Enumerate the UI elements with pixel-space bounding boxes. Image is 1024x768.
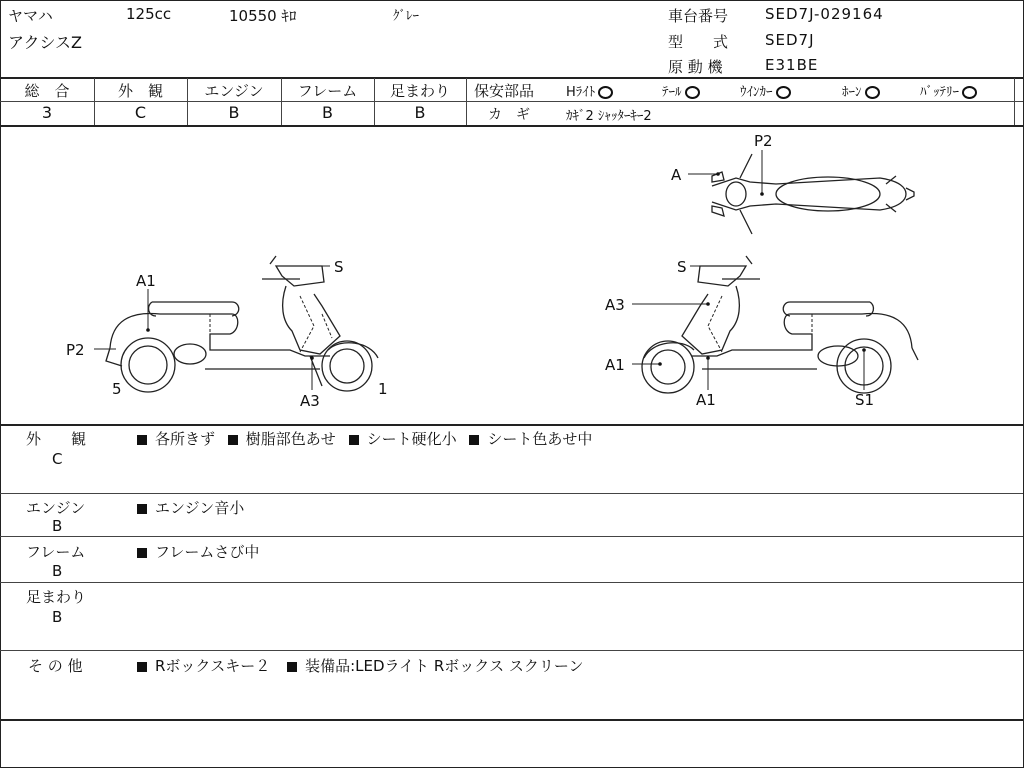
label-5: 5: [112, 380, 122, 398]
detail-grade-frame: B: [52, 562, 63, 580]
note: 装備品:LEDライト Rボックス スクリーン: [305, 657, 584, 675]
safety-battery-label: ﾊﾞｯﾃﾘｰ: [920, 85, 959, 100]
divider: [0, 424, 1023, 426]
engine-label: 原 動 機: [668, 58, 723, 76]
maker: ヤマハ: [8, 7, 53, 25]
safety-winker: [740, 81, 791, 100]
detail-label-frame: フレーム: [26, 543, 86, 561]
note: 樹脂部色あせ: [245, 430, 336, 448]
key-value: ｶｷﾞ2 ｼｬｯﾀｰｷｰ2: [566, 109, 652, 124]
engine-value: E31BE: [765, 56, 819, 74]
key-label: カ ギ: [488, 107, 530, 123]
safety-tail-label: ﾃｰﾙ: [662, 85, 682, 100]
detail-label-engine: エンジン: [26, 499, 86, 517]
label-p2-top: P2: [754, 132, 773, 150]
detail-label-suspension: 足まわり: [26, 588, 87, 606]
detail-notes-exterior: [137, 428, 592, 449]
scooter-top-view: [712, 154, 914, 234]
detail-notes-frame: [137, 541, 259, 562]
safety-headlight: [566, 81, 613, 100]
divider: [0, 77, 1023, 79]
detail-notes-other: [137, 655, 584, 676]
ok-mark-icon: [776, 86, 791, 99]
grade-frame: B: [322, 103, 333, 122]
grade-header-suspension: 足まわり: [389, 82, 450, 100]
detail-notes-engine: [137, 497, 244, 518]
bullet-icon: [349, 435, 359, 445]
divider: [0, 536, 1023, 537]
bullet-icon: [137, 662, 147, 672]
divider: [0, 101, 1023, 102]
note: 各所きず: [155, 430, 216, 448]
divider: [0, 719, 1023, 721]
grade-suspension: B: [414, 103, 426, 122]
bullet-icon: [469, 435, 479, 445]
bullet-icon: [137, 435, 147, 445]
safety-label: 保安部品: [474, 82, 535, 100]
safety-headlight-label: Hﾗｲﾄ: [566, 85, 596, 100]
label-a1-right-front: A1: [605, 356, 625, 374]
divider: [0, 493, 1023, 494]
scooter-right-side: [642, 256, 918, 393]
label-a1-left: A1: [136, 272, 156, 290]
grade-header-frame: フレーム: [297, 82, 358, 100]
detail-label-exterior: 外 観: [26, 430, 87, 448]
label-s-left: S: [334, 258, 344, 276]
grade-total: 3: [41, 103, 53, 122]
label-a3-right: A3: [605, 296, 625, 314]
detail-label-other: そ の 他: [28, 657, 83, 675]
detail-grade-suspension: B: [52, 608, 63, 626]
grade-exterior: C: [134, 103, 147, 122]
ok-mark-icon: [962, 86, 977, 99]
safety-horn-label: ﾎｰﾝ: [842, 85, 862, 100]
label-p2-left: P2: [66, 341, 85, 359]
damage-diagram: [0, 126, 1022, 424]
detail-grade-engine: B: [52, 517, 63, 535]
grade-header-total: 総 合: [24, 82, 70, 100]
mileage: 10550 ｷﾛ: [229, 7, 297, 25]
bullet-icon: [137, 548, 147, 558]
divider: [0, 582, 1023, 583]
label-a3-left: A3: [300, 392, 320, 410]
divider: [1014, 78, 1015, 125]
divider: [0, 650, 1023, 651]
color: ｸﾞﾚｰ: [393, 9, 419, 24]
type-value: SED7J: [765, 31, 815, 49]
displacement: 125cc: [126, 5, 172, 23]
grade-header-exterior: 外 観: [117, 82, 163, 100]
safety-horn: [842, 81, 880, 100]
bullet-icon: [228, 435, 238, 445]
type-label: 型 式: [668, 33, 729, 51]
divider: [466, 78, 467, 125]
grade-engine: B: [228, 103, 240, 122]
frame-no-value: SED7J-029164: [765, 5, 884, 23]
bullet-icon: [287, 662, 297, 672]
safety-battery: [920, 81, 977, 100]
label-a1-right: A1: [696, 391, 716, 409]
safety-winker-label: ｳｲﾝｶｰ: [740, 85, 773, 100]
label-a-top: A: [671, 166, 682, 184]
note: Rボックスキー２: [155, 657, 271, 675]
bullet-icon: [137, 504, 147, 514]
safety-tail: [662, 81, 700, 100]
ok-mark-icon: [865, 86, 880, 99]
note: エンジン音小: [155, 499, 245, 517]
label-s1: S1: [855, 391, 875, 409]
model-name: アクシスZ: [8, 33, 83, 52]
frame-no-label: 車台番号: [668, 7, 729, 25]
grade-header-engine: エンジン: [204, 82, 264, 100]
ok-mark-icon: [685, 86, 700, 99]
ok-mark-icon: [598, 86, 613, 99]
detail-grade-exterior: C: [52, 450, 63, 468]
note: フレームさび中: [155, 543, 260, 561]
label-1: 1: [378, 380, 388, 398]
note: シート色あせ中: [487, 430, 593, 448]
label-s-right: S: [677, 258, 687, 276]
note: シート硬化小: [366, 430, 457, 448]
